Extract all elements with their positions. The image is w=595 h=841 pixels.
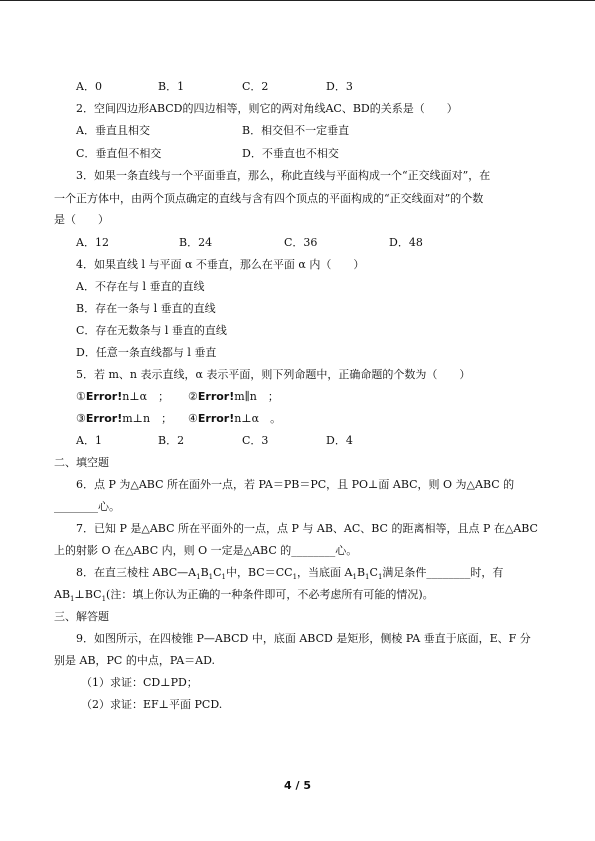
q3-choice-d: D．48	[389, 236, 423, 249]
q6-line2: ________心。	[54, 500, 120, 513]
q3-choice-b: B．24	[179, 236, 213, 249]
q9-line1: 9．如图所示，在四棱锥 P—ABCD 中，底面 ABCD 是矩形，侧棱 PA 垂直于底面，E、F 分	[76, 632, 531, 645]
q5-choice-c: C．3	[242, 434, 269, 447]
q9-part1: （1）求证：CD⊥PD；	[81, 676, 198, 689]
q2-choice-d: D．不垂直也不相交	[242, 147, 339, 160]
q4-choice-c: C．存在无数条与 l 垂直的直线	[76, 324, 227, 337]
section-answer-title: 三、解答题	[54, 610, 109, 623]
q2-stem: 2．空间四边形ABCD的四边相等，则它的两对角线AC、BD的关系是（ ）	[76, 102, 458, 115]
q5-premise-4: ④Error!n⊥α 。	[188, 412, 282, 425]
q4-choice-b: B．存在一条与 l 垂直的直线	[76, 302, 216, 315]
q5-choice-a: A．1	[76, 434, 102, 447]
q8-line2: $AB_1\perp BC_1$(注：填上你认为正确的一种条件即可，不必考虑所有可能的情况)。	[54, 588, 434, 604]
q5-premise-1: ①Error!n⊥α ；	[76, 390, 170, 403]
q5-choice-b: B．2	[158, 434, 185, 447]
q2-choice-c: C．垂直但不相交	[76, 147, 162, 160]
q2-choice-a: A．垂直且相交	[76, 124, 150, 137]
q5-premise-3: ③Error!m⊥n ；	[76, 412, 173, 425]
page-number: 4 / 5	[284, 779, 311, 792]
q4-choice-a: A．不存在与 l 垂直的直线	[76, 280, 205, 293]
q8-line1: 8．在直三棱柱 $ABC—A_1B_1C_1$中，$BC=CC_1$，当底面 $A_1B_1C_1$满足条件________时，有	[76, 566, 504, 582]
q4-choice-d: D．任意一条直线都与 l 垂直	[76, 346, 217, 359]
q1-choice-c: C．2	[242, 80, 269, 93]
q9-part2: （2）求证：EF⊥平面 PCD.	[81, 698, 223, 711]
q5-choice-d: D．4	[326, 434, 353, 447]
q9-line2: 别是 AB，PC 的中点，PA＝AD.	[54, 654, 216, 667]
header-rule	[0, 0, 595, 1]
q5-premise-2: ②Error!m∥n ；	[188, 390, 279, 403]
q6-line1: 6．点 P 为△ABC 所在面外一点，若 PA＝PB＝PC，且 PO⊥面 ABC，则 O 为△ABC 的	[76, 478, 515, 491]
q1-choice-b: B．1	[158, 80, 185, 93]
q3-stem-line1: 3．如果一条直线与一个平面垂直，那么，称此直线与平面构成一个“正交线面对”，在	[76, 169, 491, 182]
q1-choice-d: D．3	[326, 80, 353, 93]
q3-choice-c: C．36	[284, 236, 318, 249]
q3-stem-line3: 是（ ）	[54, 213, 109, 226]
q2-choice-b: B．相交但不一定垂直	[242, 124, 350, 137]
q5-stem: 5．若 m、n 表示直线，α 表示平面，则下列命题中，正确命题的个数为（ ）	[76, 368, 471, 381]
q7-line1: 7．已知 P 是△ABC 所在平面外的一点，点 P 与 AB、AC、BC 的距离相等，且点 P 在△ABC	[76, 522, 538, 535]
q3-stem-line2: 一个正方体中，由两个顶点确定的直线与含有四个顶点的平面构成的“正交线面对”的个数	[54, 192, 484, 205]
q4-stem: 4．如果直线 l 与平面 α 不垂直，那么在平面 α 内（ ）	[76, 258, 365, 271]
q7-line2: 上的射影 O 在△ABC 内，则 O 一定是△ABC 的________心。	[54, 544, 358, 557]
q3-choice-a: A．12	[76, 236, 109, 249]
section-fill-in-title: 二、填空题	[54, 456, 109, 469]
q1-choice-a: A．0	[76, 80, 102, 93]
